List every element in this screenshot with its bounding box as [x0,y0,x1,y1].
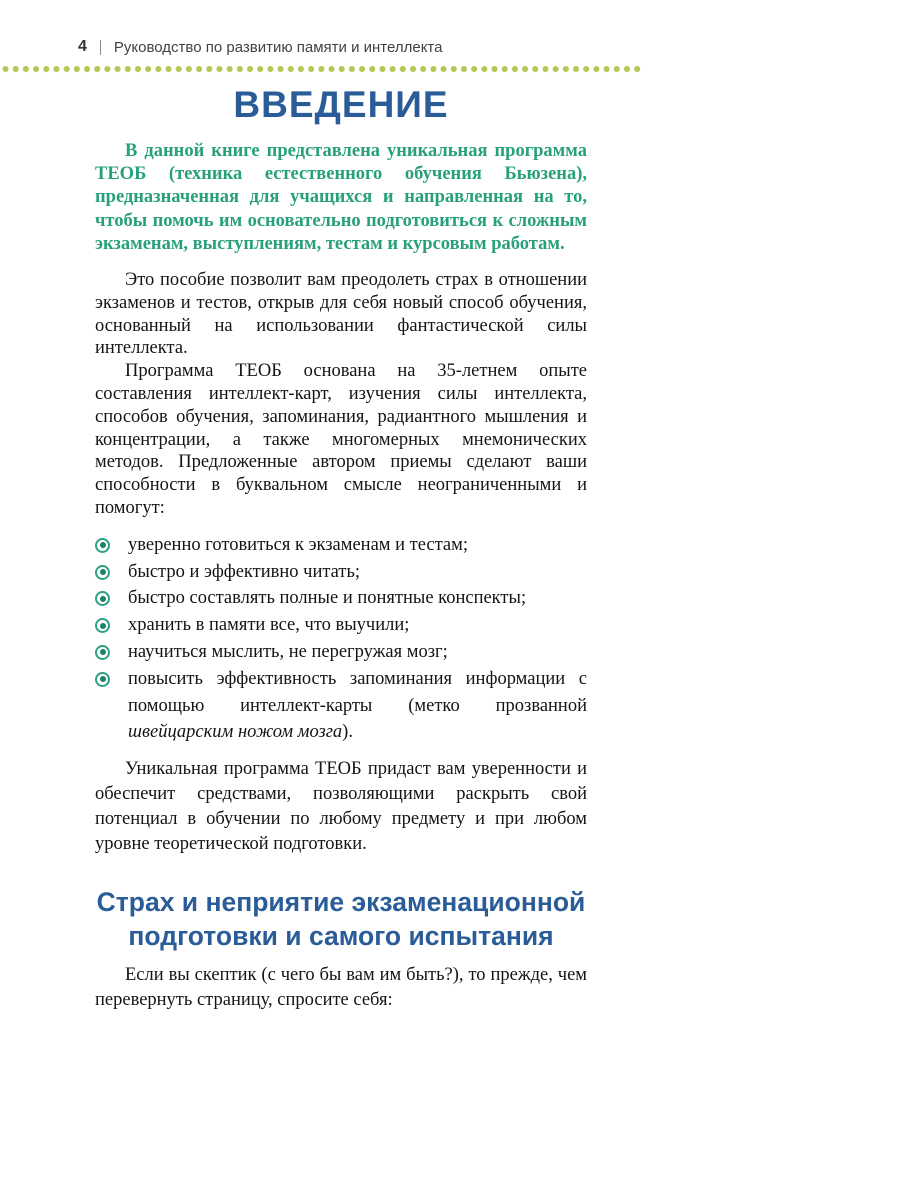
bullet-target-icon [95,618,110,633]
bullet-target-icon [95,565,110,580]
bullet-dot [100,623,106,629]
list-item-text: быстро составлять полные и понятные конспекты; [128,588,527,609]
bullet-dot [100,542,106,548]
bullet-target-icon [95,591,110,606]
list-item [95,612,587,639]
header-divider [100,40,101,55]
lead-paragraph: В данной книге представлена уникальная программа ТЕОБ (техника естественного обучения Бьюзена), предназначенная для учащихся и направленная на то, чтобы помочь им основательно подготовиться к сложным экзаменам, выступлениям, тестам и курсовым работам. [95,141,587,254]
chapter-title: ВВЕДЕНИЕ [233,84,449,125]
list-item [95,559,587,586]
italic-term: швейцарским ножом мозга [128,722,343,743]
running-title: Руководство по развитию памяти и интеллекта [113,38,443,56]
running-head [78,38,442,56]
list-item [95,666,587,746]
paragraph: Уникальная программа ТЕОБ придаст вам уверенности и обеспечит средствами, позволяющими раскрыть свой потенциал в обучении по любому предмету и при любом уровне теоретической подготовки. [95,759,587,855]
dotted-separator [2,65,642,73]
bullet-dot [100,676,106,682]
page-number: 4 [78,38,87,55]
list-item-text: уверенно готовиться к экзаменам и тестам; [128,534,468,555]
bullet-dot [100,649,106,655]
bullet-target-icon [95,538,110,553]
list-item-text: быстро и эффективно читать; [128,561,361,582]
benefits-list [95,532,587,746]
paragraph: Это пособие позволит вам преодолеть страх в отношении экзаменов и тестов, открыв для себя новый способ обучения, основанный на использовании фантастической силы интеллекта. [95,270,587,359]
paragraph: Если вы скептик (с чего бы вам им быть?), то прежде, чем перевернуть страницу, спросите себя: [95,965,587,1011]
bullet-target-icon [95,672,110,687]
list-item-text: научиться мыслить, не перегружая мозг; [128,641,448,662]
bullet-dot [100,569,106,575]
list-item [95,639,587,666]
list-item-text [128,669,587,743]
list-item-text-prefix: повысить эффективность запоминания информации с помощью интеллект-карты (метко прозванной [128,668,587,716]
text-column [95,84,587,1013]
bullet-dot [100,596,106,602]
list-item-text: хранить в памяти все, что выучили; [128,615,410,636]
list-item [95,532,587,559]
subheading-line-2: подготовки и самого испытания [128,921,554,952]
list-item-text-suffix: ). [342,722,353,743]
list-item [95,585,587,612]
section-subheading [95,885,587,953]
subheading-line-1: Страх и неприятие экзаменационной [96,887,586,918]
bullet-target-icon [95,645,110,660]
paragraph: Программа ТЕОБ основана на 35-летнем опыте составления интеллект-карт, изучения силы интеллекта, способов обучения, запоминания, радиантного мышления и концентрации, а также многомерных мнемонических методов. Предложенные автором приемы сделают ваши способности в буквальном смысле неограниченными и помогут: [95,361,587,518]
